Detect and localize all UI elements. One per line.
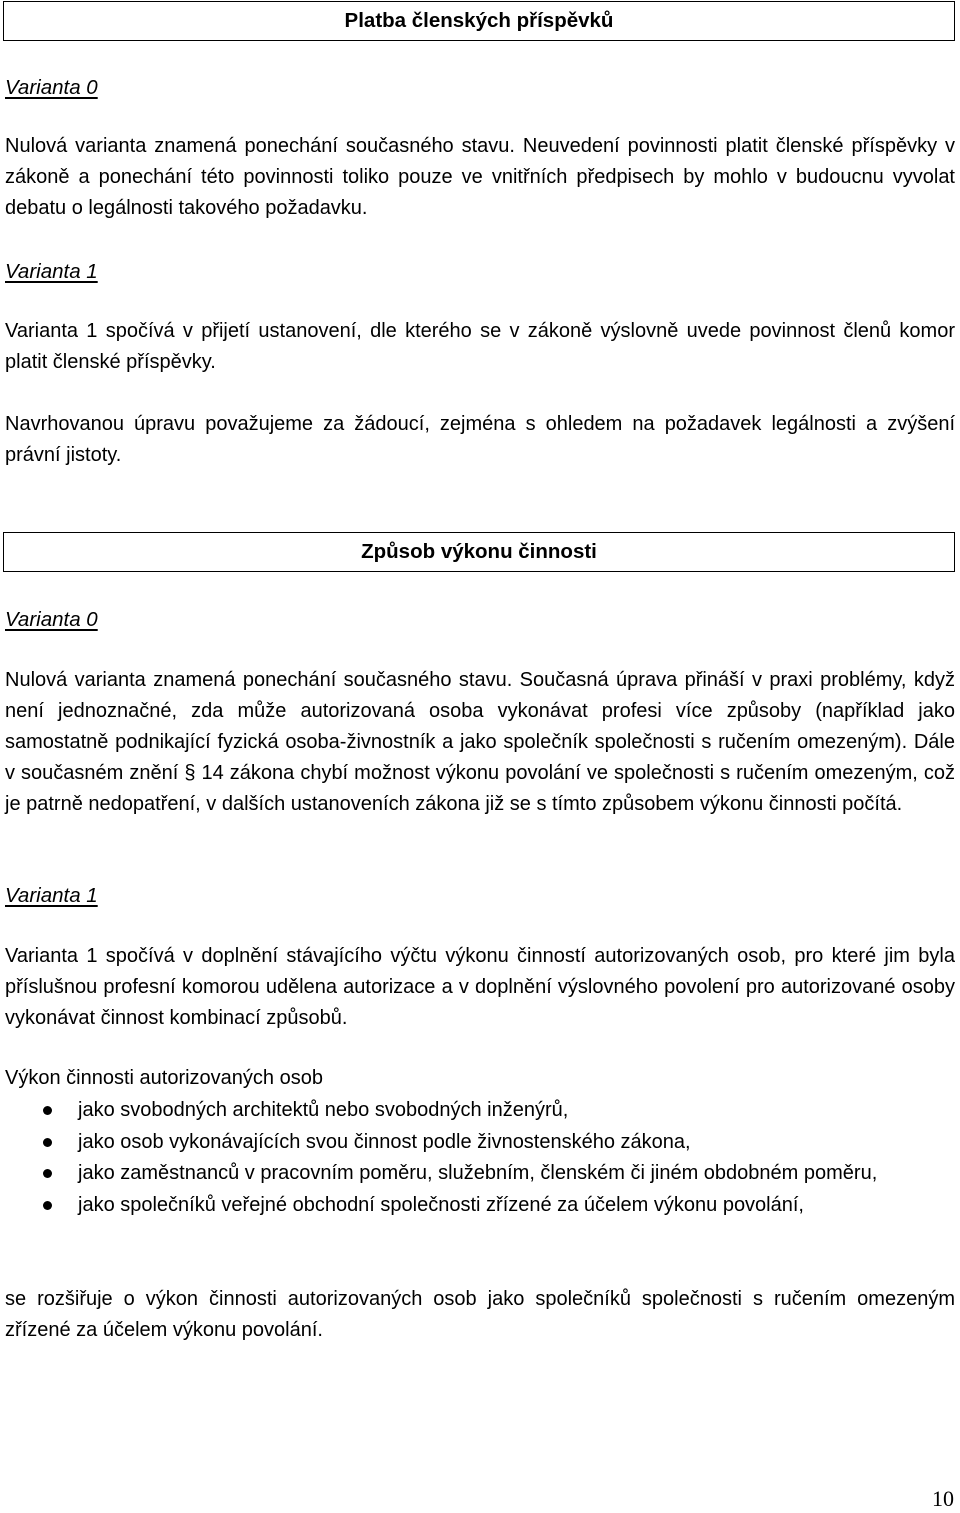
section-title-practice: Způsob výkonu činnosti	[3, 532, 955, 572]
list-item-text: jako společníků veřejné obchodní společnosti zřízené za účelem výkonu povolání,	[78, 1193, 804, 1216]
list-item-text: jako svobodných architektů nebo svobodných inženýrů,	[78, 1099, 569, 1121]
list-item-text: jako osob vykonávajících svou činnost podle živnostenského zákona,	[78, 1130, 691, 1153]
paragraph-variant-1-practice: Varianta 1 spočívá v doplnění stávajícího výčtu výkonu činností autorizovaných osob, pro které jim byla příslušnou profesní komorou udělena autorizace a v doplnění výslovného povolení pro autorizované osoby vykonávat činnost kombinací způsobů.	[5, 945, 955, 1029]
bullet-icon	[43, 1138, 52, 1147]
bullet-icon	[43, 1201, 52, 1210]
list-intro: Výkon činnosti autorizovaných osob	[5, 1067, 323, 1089]
list-item	[5, 1127, 955, 1159]
heading-variant-1-practice: Varianta 1	[5, 884, 98, 907]
paragraph-variant-1-b: Navrhovanou úpravu považujeme za žádoucí, zejména s ohledem na požadavek legálnosti a zvýšení právní jistoty.	[5, 413, 955, 466]
bullet-icon	[43, 1106, 52, 1115]
heading-variant-0-practice: Varianta 0	[5, 608, 98, 631]
paragraph-variant-1-a: Varianta 1 spočívá v přijetí ustanovení, dle kterého se v zákoně výslovně uvede povinnost členů komor platit členské příspěvky.	[5, 320, 955, 373]
list-item	[5, 1190, 955, 1222]
paragraph-variant-0-practice: Nulová varianta znamená ponechání současného stavu. Současná úprava přináší v praxi problémy, když není jednoznačné, zda může autorizovaná osoba vykonávat profesi více způsoby (například jako samostatně podnikající fyzická osoba-živnostník a jako společník společnosti s ručením omezeným). Dále v současném znění § 14 zákona chybí možnost výkonu povolání ve společnosti s ručením omezeným, což je patrně nedopatření, v dalších ustanoveních zákona již se s tímto způsobem výkonu činnosti počítá.	[5, 669, 955, 815]
list-item-text: jako zaměstnanců v pracovním poměru, služebním, členském či jiném obdobném poměru,	[78, 1162, 878, 1184]
page-number: 10	[932, 1486, 954, 1511]
bullet-icon	[43, 1169, 52, 1178]
section-title-fees: Platba členských příspěvků	[3, 1, 955, 41]
paragraph-variant-0: Nulová varianta znamená ponechání současného stavu. Neuvedení povinnosti platit členské příspěvky v zákoně a ponechání této povinnosti toliko pouze ve vnitřních předpisech by mohlo v budoucnu vyvolat debatu o legálnosti takového požadavku.	[5, 135, 955, 219]
heading-variant-1: Varianta 1	[5, 260, 98, 283]
heading-variant-0: Varianta 0	[5, 76, 98, 99]
closing-paragraph: se rozšiřuje o výkon činnosti autorizovaných osob jako společníků společnosti s ručením omezeným zřízené za účelem výkonu povolání.	[5, 1288, 955, 1341]
list-item	[5, 1158, 955, 1190]
list-item	[5, 1095, 955, 1127]
practice-forms-list	[5, 1095, 955, 1221]
